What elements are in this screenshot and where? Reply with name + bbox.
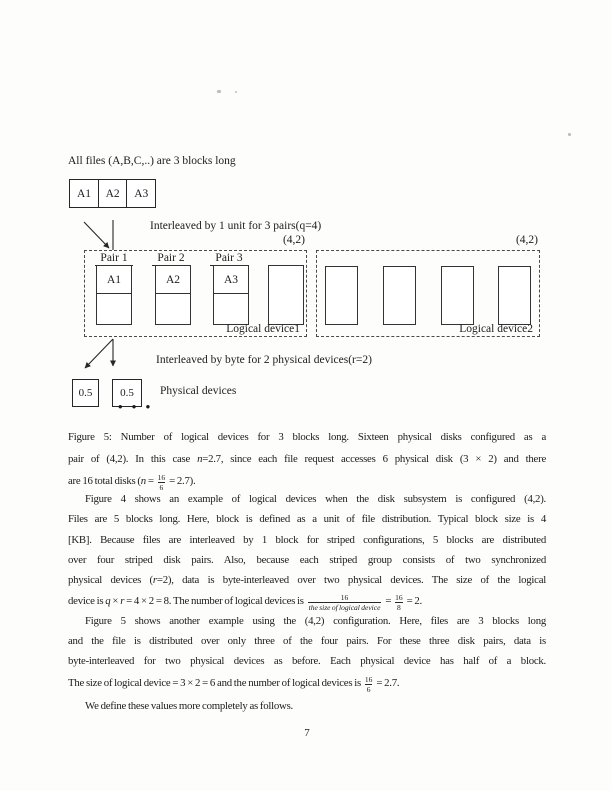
body-line: Figure 5 shows another example using the (4,2) configuration. Here, files are 3 blocks long [85, 614, 546, 627]
block-cell-a1: A1 [97, 266, 131, 294]
half-block-box-2: 0.5 [112, 379, 142, 407]
interleave-note-bottom: Interleaved by byte for 2 physical devices(r=2) [156, 354, 372, 366]
logical-device-1-group [84, 250, 307, 337]
scan-artifact [235, 91, 237, 93]
disk-pair-box-4-empty [268, 265, 304, 325]
page-number: 7 [304, 727, 310, 739]
body-line: We define these values more completely as follows. [85, 699, 293, 712]
logical-device-1-label: Logical device1 [226, 323, 300, 335]
interleave-arrows-bottom-icon [76, 336, 120, 374]
caption-line: are 16 total disks (n = $\frac{16}{6}$ = 2.7). [68, 473, 196, 492]
figure-intro-text: All files (A,B,C,..) are 3 blocks long [68, 155, 236, 167]
file-block-a3: A3 [126, 179, 156, 208]
body-line: [KB]. Because files are interleaved by 1 block for striped configurations, 5 blocks are distributed [68, 533, 546, 546]
interleave-note-top: Interleaved by 1 unit for 3 pairs(q=4) [150, 220, 322, 232]
empty-disk-box [325, 266, 358, 325]
logical-device-2-group [316, 250, 540, 337]
body-line: over four striped disk pairs. Also, because each striped group consists of two synchronized [68, 553, 546, 566]
file-block-a2: A2 [98, 179, 128, 208]
config-label-2: (4,2) [515, 234, 538, 246]
body-line: The size of logical device = 3 × 2 = 6 and the number of logical devices is $\frac{16}{6}$ = 2.7. [68, 674, 400, 694]
ellipsis-dots: • • • [118, 399, 154, 414]
block-cell-a2: A2 [156, 266, 190, 294]
pair-label-1: Pair 1 [95, 252, 133, 266]
body-line: physical devices (r=2), data is byte-interleaved over two physical devices. The size of the logical [68, 574, 546, 587]
block-cell-a3: A3 [214, 266, 248, 294]
body-line: Figure 4 shows an example of logical devices when the disk subsystem is configured (4,2). [85, 493, 546, 505]
config-label-1: (4,2) [282, 234, 305, 246]
logical-device-2-label: Logical device2 [459, 323, 533, 335]
half-block-box-1: 0.5 [72, 379, 99, 407]
figure-caption [68, 431, 546, 496]
pair-label-3: Pair 3 [210, 252, 248, 266]
empty-disk-box [383, 266, 416, 325]
scan-artifact [217, 90, 221, 93]
scan-artifact [568, 133, 571, 136]
empty-disk-box [498, 266, 531, 325]
caption-line: pair of (4,2). In this case n=2.7, since each file request accesses 6 physical disk (3 × 2) and there [68, 452, 546, 465]
body-line: Files are 5 blocks long. Here, block is defined as a unit of file distribution. Typical block size is 4 [68, 513, 546, 526]
empty-disk-box [441, 266, 474, 325]
file-blocks-row [69, 179, 156, 208]
pair-label-2: Pair 2 [152, 252, 190, 266]
physical-devices-label: Physical devices [160, 385, 237, 397]
disk-pair-box-2 [155, 265, 191, 325]
file-block-a1: A1 [69, 179, 99, 208]
body-line: byte-interleaved for two physical devices as before. Each physical device has half of a block. [68, 655, 546, 668]
body-line: and the file is distributed over only three of the four pairs. For these three disk pairs, data is [68, 635, 546, 648]
disk-pair-box-1 [96, 265, 132, 325]
disk-pair-box-3 [213, 265, 249, 325]
body-line: device is q × r = 4 × 2 = 8. The number of logical devices is $\frac{16}{\text{the size of logical device}}$ = $\frac{16}{8}$ = 2. [68, 593, 422, 613]
body-text [68, 493, 546, 720]
caption-line: Figure 5: Number of logical devices for 3 blocks long. Sixteen physical disks configured as a [68, 431, 546, 443]
